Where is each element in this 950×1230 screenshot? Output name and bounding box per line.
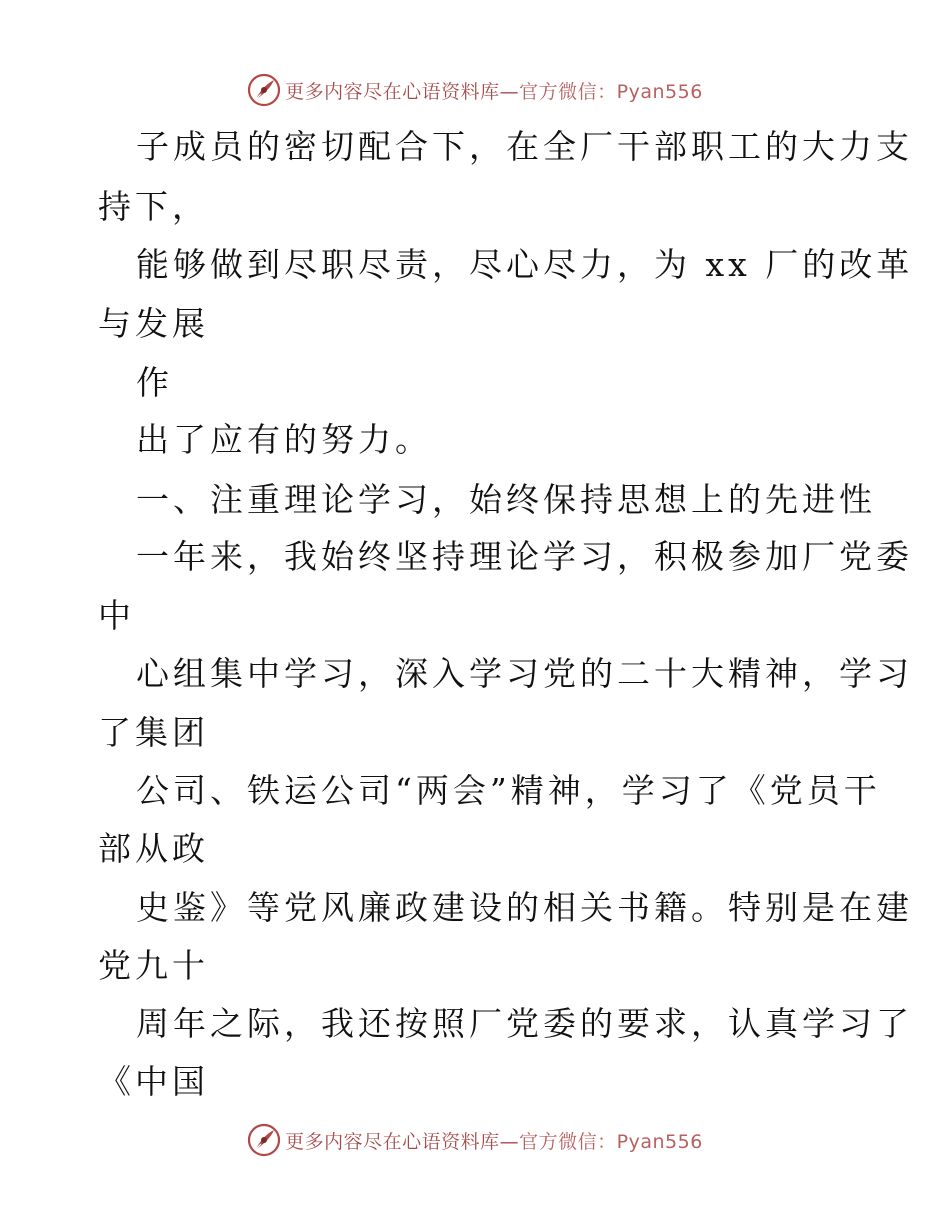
text-line: 持下，	[98, 187, 209, 226]
quill-pen-logo-icon	[247, 1123, 281, 1157]
text-line: 部从政	[98, 829, 209, 868]
text-line: 了集团	[98, 713, 209, 752]
banner-wechat-text: 官方微信：Pyan556	[519, 80, 703, 103]
banner-site-text: 更多内容尽在心语资料库—	[285, 80, 520, 103]
text-line: 《中国	[98, 1062, 209, 1101]
text-line: 子成员的密切配合下，在全厂干部职工的大力支	[136, 127, 913, 166]
text-line: 周年之际，我还按照厂党委的要求，认真学习了	[136, 1004, 913, 1043]
banner-wechat-text: 官方微信：Pyan556	[519, 1130, 703, 1153]
banner-site-text: 更多内容尽在心语资料库—	[285, 1130, 520, 1153]
text-line: 中	[98, 596, 135, 635]
text-line: 一年来，我始终坚持理论学习，积极参加厂党委	[136, 537, 913, 576]
text-line: 出了应有的努力。	[136, 420, 432, 459]
text-line: 公司、铁运公司“两会”精神，学习了《党员干	[136, 771, 881, 810]
text-line: 与发展	[98, 304, 209, 343]
footer-banner	[0, 1120, 950, 1160]
text-line: 能够做到尽职尽责，尽心尽力，为 xx 厂的改革	[136, 245, 914, 284]
section-heading: 一、注重理论学习，始终保持思想上的先进性	[136, 480, 876, 519]
banner-text	[285, 1127, 703, 1154]
text-line: 作	[136, 363, 173, 402]
text-line: 心组集中学习，深入学习党的二十大精神，学习	[136, 654, 913, 693]
text-line: 史鉴》等党风廉政建设的相关书籍。特别是在建	[136, 888, 913, 927]
text-line: 党九十	[98, 946, 209, 985]
